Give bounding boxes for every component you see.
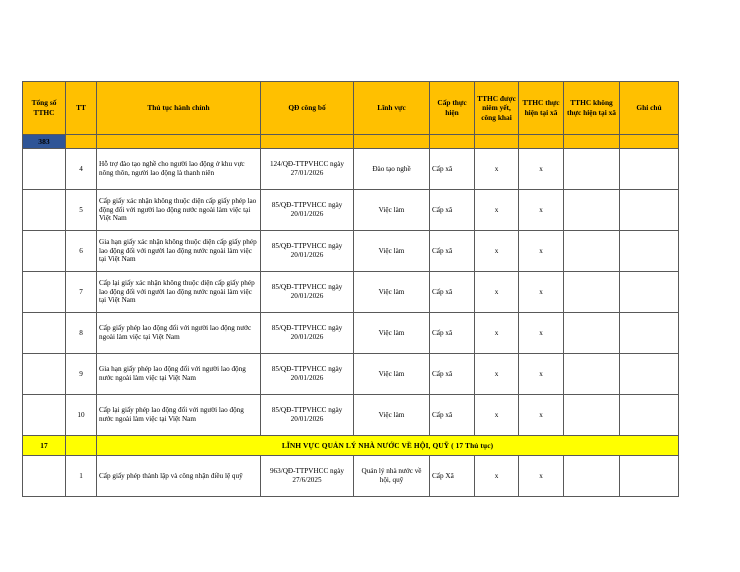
cell-tt: 10 <box>66 395 97 436</box>
cell-not-at-commune <box>564 354 620 395</box>
header-decision: QĐ công bố <box>261 82 354 135</box>
total-tthc-value: 383 <box>23 135 66 149</box>
header-total-tthc: Tổng số TTHC <box>23 82 66 135</box>
cell-tt: 9 <box>66 354 97 395</box>
cell-procedure: Cấp lại giấy phép lao động đối với người lao động nước ngoài làm việc tại Việt Nam <box>97 395 261 436</box>
cell-not-at-commune <box>564 149 620 190</box>
table-row <box>23 272 679 313</box>
table-row <box>23 231 679 272</box>
section-row <box>23 436 679 456</box>
cell-at-commune: x <box>519 149 564 190</box>
cell-at-commune: x <box>519 272 564 313</box>
total-fill-decision <box>261 135 354 149</box>
total-fill-field <box>354 135 430 149</box>
cell-field: Việc làm <box>354 313 430 354</box>
table-row <box>23 354 679 395</box>
table-row <box>23 313 679 354</box>
table-row <box>23 395 679 436</box>
table-body <box>23 82 679 497</box>
cell-procedure: Cấp giấy xác nhận không thuộc diện cấp giấy phép lao động đối với người lao động nước ngoài làm việc tại Việt Nam <box>97 190 261 231</box>
header-at-commune: TTHC thực hiện tại xã <box>519 82 564 135</box>
cell-not-at-commune <box>564 313 620 354</box>
cell-posted: x <box>475 395 519 436</box>
cell-procedure: Cấp lại giấy xác nhận không thuộc diện cấp giấy phép lao động đối với người lao động nước ngoài làm việc tại Việt Nam <box>97 272 261 313</box>
total-fill-procedure <box>97 135 261 149</box>
cell-procedure: Gia hạn giấy phép lao động đối với người lao động nước ngoài làm việc tại Việt Nam <box>97 354 261 395</box>
cell-field: Việc làm <box>354 272 430 313</box>
cell-procedure: Hỗ trợ đào tạo nghề cho người lao động ở khu vực nông thôn, người lao động là thanh niên <box>97 149 261 190</box>
cell-at-commune: x <box>519 313 564 354</box>
cell-level: Cấp xã <box>430 231 475 272</box>
cell-field: Việc làm <box>354 395 430 436</box>
tthc-table <box>22 81 679 497</box>
cell-procedure: Gia hạn giấy xác nhận không thuộc diện cấp giấy phép lao động đối với người lao động nước ngoài làm việc tại Việt Nam <box>97 231 261 272</box>
cell-not-at-commune <box>564 395 620 436</box>
cell-total <box>23 272 66 313</box>
cell-level: Cấp xã <box>430 395 475 436</box>
cell-level: Cấp xã <box>430 149 475 190</box>
table-row <box>23 456 679 497</box>
header-not-at-commune: TTHC không thực hiện tại xã <box>564 82 620 135</box>
cell-total <box>23 395 66 436</box>
cell-total <box>23 231 66 272</box>
total-fill-not-at-commune <box>564 135 620 149</box>
section-blank-tt <box>66 436 97 456</box>
header-level: Cấp thực hiện <box>430 82 475 135</box>
total-fill-tt <box>66 135 97 149</box>
header-procedure: Thủ tục hành chính <box>97 82 261 135</box>
cell-not-at-commune <box>564 190 620 231</box>
cell-decision: 124/QĐ-TTPVHCC ngày 27/01/2026 <box>261 149 354 190</box>
section-title: LĨNH VỰC QUẢN LÝ NHÀ NƯỚC VỀ HỘI, QUỸ ( 17 Thủ tục) <box>97 436 679 456</box>
cell-note <box>620 354 679 395</box>
cell-total <box>23 149 66 190</box>
spreadsheet-sheet <box>22 81 678 497</box>
cell-at-commune: x <box>519 456 564 497</box>
cell-field: Việc làm <box>354 190 430 231</box>
cell-note <box>620 231 679 272</box>
cell-total <box>23 190 66 231</box>
cell-decision: 85/QĐ-TTPVHCC ngày 20/01/2026 <box>261 354 354 395</box>
cell-procedure: Cấp giấy phép lao động đối với người lao động nước ngoài làm việc tại Việt Nam <box>97 313 261 354</box>
cell-note <box>620 395 679 436</box>
header-tt: TT <box>66 82 97 135</box>
cell-tt: 4 <box>66 149 97 190</box>
table-row <box>23 149 679 190</box>
cell-not-at-commune <box>564 272 620 313</box>
cell-not-at-commune <box>564 456 620 497</box>
cell-tt: 8 <box>66 313 97 354</box>
cell-note <box>620 190 679 231</box>
cell-tt: 5 <box>66 190 97 231</box>
total-fill-level <box>430 135 475 149</box>
cell-procedure: Cấp giấy phép thành lập và công nhận điều lệ quỹ <box>97 456 261 497</box>
cell-at-commune: x <box>519 231 564 272</box>
cell-decision: 85/QĐ-TTPVHCC ngày 20/01/2026 <box>261 231 354 272</box>
header-field: Lĩnh vực <box>354 82 430 135</box>
cell-field: Việc làm <box>354 231 430 272</box>
cell-posted: x <box>475 272 519 313</box>
cell-note <box>620 313 679 354</box>
cell-note <box>620 272 679 313</box>
total-fill-note <box>620 135 679 149</box>
cell-decision: 963/QĐ-TTPVHCC ngày 27/6/2025 <box>261 456 354 497</box>
cell-decision: 85/QĐ-TTPVHCC ngày 20/01/2026 <box>261 313 354 354</box>
cell-tt: 6 <box>66 231 97 272</box>
header-note: Ghi chú <box>620 82 679 135</box>
cell-posted: x <box>475 231 519 272</box>
table-header-row <box>23 82 679 135</box>
cell-note <box>620 149 679 190</box>
cell-decision: 85/QĐ-TTPVHCC ngày 20/01/2026 <box>261 272 354 313</box>
cell-decision: 85/QĐ-TTPVHCC ngày 20/01/2026 <box>261 190 354 231</box>
total-row <box>23 135 679 149</box>
cell-field: Quản lý nhà nước về hội, quỹ <box>354 456 430 497</box>
cell-total <box>23 313 66 354</box>
cell-posted: x <box>475 313 519 354</box>
cell-at-commune: x <box>519 354 564 395</box>
cell-at-commune: x <box>519 190 564 231</box>
table-row <box>23 190 679 231</box>
cell-total <box>23 354 66 395</box>
section-count: 17 <box>23 436 66 456</box>
cell-level: Cấp xã <box>430 313 475 354</box>
cell-total <box>23 456 66 497</box>
cell-level: Cấp xã <box>430 190 475 231</box>
total-fill-posted <box>475 135 519 149</box>
cell-field: Việc làm <box>354 354 430 395</box>
cell-posted: x <box>475 354 519 395</box>
total-fill-at-commune <box>519 135 564 149</box>
cell-posted: x <box>475 149 519 190</box>
header-posted: TTHC được niêm yết, công khai <box>475 82 519 135</box>
cell-note <box>620 456 679 497</box>
cell-level: Cấp Xã <box>430 456 475 497</box>
cell-level: Cấp xã <box>430 354 475 395</box>
cell-at-commune: x <box>519 395 564 436</box>
cell-field: Đào tạo nghề <box>354 149 430 190</box>
cell-tt: 1 <box>66 456 97 497</box>
cell-tt: 7 <box>66 272 97 313</box>
cell-decision: 85/QĐ-TTPVHCC ngày 20/01/2026 <box>261 395 354 436</box>
cell-posted: x <box>475 190 519 231</box>
cell-not-at-commune <box>564 231 620 272</box>
cell-level: Cấp xã <box>430 272 475 313</box>
cell-posted: x <box>475 456 519 497</box>
